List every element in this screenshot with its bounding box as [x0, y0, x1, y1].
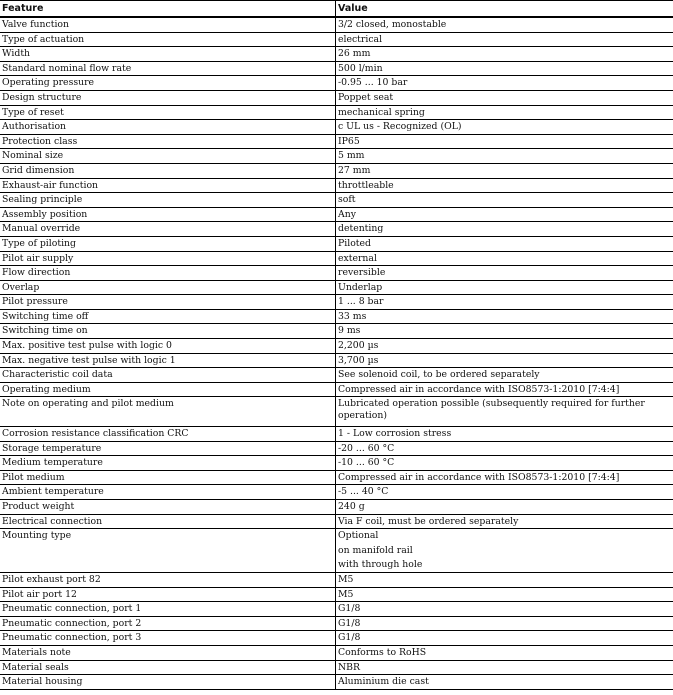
value-cell — [335, 266, 673, 280]
table-row — [0, 222, 673, 237]
value-text: See solenoid coil, to be ordered separately — [338, 369, 540, 381]
value-cell — [335, 149, 673, 163]
feature-cell: Pneumatic connection, port 2 — [2, 617, 142, 629]
value-cell — [335, 295, 673, 309]
value-cell — [335, 631, 673, 645]
value-text: mechanical spring — [338, 106, 425, 118]
feature-cell: Pilot air port 12 — [2, 588, 77, 600]
value-cell — [335, 529, 673, 572]
value-text: 33 ms — [338, 310, 367, 322]
feature-cell: Characteristic coil data — [2, 369, 113, 381]
feature-cell: Note on operating and pilot medium — [2, 398, 174, 410]
table-row — [0, 573, 673, 588]
value-text: 500 l/min — [338, 62, 383, 74]
feature-cell: Material housing — [2, 676, 83, 688]
value-text: Compressed air in accordance with ISO8573-1:2010 [7:4:4] — [338, 471, 620, 483]
value-text: 1 - Low corrosion stress — [338, 428, 452, 440]
table-row — [0, 106, 673, 121]
table-row — [0, 295, 673, 310]
table-row — [0, 646, 673, 661]
table-row — [0, 500, 673, 515]
feature-cell: Material seals — [2, 661, 69, 673]
value-text: Conforms to RoHS — [338, 646, 427, 658]
value-text: detenting — [338, 223, 384, 235]
value-text: -10 ... 60 °C — [338, 457, 395, 469]
value-text: throttleable — [338, 179, 394, 191]
feature-cell: Max. negative test pulse with logic 1 — [2, 354, 176, 366]
table-row — [0, 208, 673, 223]
value-text: 26 mm — [338, 48, 371, 60]
value-text: 9 ms — [338, 325, 361, 337]
value-text: -20 ... 60 °C — [338, 442, 395, 454]
value-cell — [335, 368, 673, 382]
value-text: G1/8 — [338, 603, 361, 615]
feature-cell: Manual override — [2, 223, 81, 235]
table-row — [0, 471, 673, 486]
table-row — [0, 631, 673, 646]
feature-cell: Pneumatic connection, port 1 — [2, 603, 142, 615]
table-row — [0, 76, 673, 91]
feature-cell: Ambient temperature — [2, 486, 104, 498]
table-row — [0, 397, 673, 427]
table-row — [0, 120, 673, 135]
feature-cell: Product weight — [2, 501, 75, 512]
value-text: Lubricated operation possible (subsequently required for further operation) — [338, 398, 645, 422]
table-row — [0, 310, 673, 325]
value-cell — [335, 617, 673, 631]
value-cell — [335, 47, 673, 61]
feature-cell: Protection class — [2, 135, 78, 147]
value-text: reversible — [338, 267, 386, 279]
value-cell — [335, 252, 673, 266]
table-row — [0, 456, 673, 471]
value-cell — [335, 500, 673, 514]
value-cell — [335, 106, 673, 120]
value-line: Optional — [338, 530, 379, 542]
value-cell — [335, 471, 673, 485]
feature-cell: Flow direction — [2, 267, 71, 279]
table-row — [0, 149, 673, 164]
feature-cell: Type of actuation — [2, 33, 85, 45]
value-text: c UL us - Recognized (OL) — [338, 121, 462, 133]
value-cell — [335, 222, 673, 236]
value-text: external — [338, 252, 377, 264]
value-cell — [335, 661, 673, 675]
table-row — [0, 529, 673, 573]
value-cell — [335, 76, 673, 90]
table-row — [0, 237, 673, 252]
value-cell — [335, 354, 673, 368]
feature-cell: Sealing principle — [2, 194, 83, 206]
feature-cell: Medium temperature — [2, 457, 103, 469]
value-text: Poppet seat — [338, 91, 394, 103]
value-cell — [335, 164, 673, 178]
feature-cell: Width — [2, 48, 31, 60]
value-cell — [335, 193, 673, 207]
feature-cell: Assembly position — [2, 208, 88, 220]
value-cell — [335, 383, 673, 397]
value-text: M5 — [338, 573, 354, 585]
table-row — [0, 179, 673, 194]
value-cell — [335, 573, 673, 587]
feature-cell: Max. positive test pulse with logic 0 — [2, 340, 172, 352]
header-feature: Feature — [2, 3, 44, 14]
feature-cell: Materials note — [2, 646, 71, 658]
value-text: G1/8 — [338, 617, 361, 629]
table-row — [0, 383, 673, 398]
value-cell — [335, 179, 673, 193]
table-row — [0, 164, 673, 179]
feature-cell: Switching time on — [2, 325, 88, 337]
value-cell — [335, 208, 673, 222]
value-text: 27 mm — [338, 164, 371, 176]
feature-cell: Authorisation — [2, 121, 67, 133]
value-text: 3/2 closed, monostable — [338, 19, 447, 30]
feature-cell: Type of reset — [2, 106, 64, 118]
table-row — [0, 324, 673, 339]
value-text: 2,200 µs — [338, 340, 379, 352]
header-value: Value — [335, 1, 673, 16]
value-text: Any — [338, 208, 356, 220]
table-row — [0, 617, 673, 632]
value-cell — [335, 515, 673, 529]
value-cell — [335, 397, 673, 426]
feature-cell: Pilot medium — [2, 471, 65, 483]
feature-cell: Pilot pressure — [2, 296, 68, 308]
value-cell — [335, 62, 673, 76]
value-cell — [335, 237, 673, 251]
table-row — [0, 266, 673, 281]
feature-cell: Type of piloting — [2, 237, 76, 249]
feature-cell: Operating pressure — [2, 77, 95, 89]
value-cell — [335, 339, 673, 353]
table-row — [0, 675, 673, 690]
value-text: 1 ... 8 bar — [338, 296, 384, 308]
feature-cell: Grid dimension — [2, 164, 75, 176]
value-text: IP65 — [338, 135, 360, 147]
value-cell — [335, 646, 673, 660]
feature-cell: Operating medium — [2, 383, 91, 395]
value-text: -5 ... 40 °C — [338, 486, 389, 498]
value-text: Aluminium die cast — [338, 676, 429, 688]
feature-cell: Valve function — [2, 19, 70, 30]
value-cell — [335, 135, 673, 149]
table-row — [0, 354, 673, 369]
value-cell — [335, 324, 673, 338]
feature-cell: Pilot exhaust port 82 — [2, 573, 101, 585]
value-cell — [335, 91, 673, 105]
value-text: Compressed air in accordance with ISO8573-1:2010 [7:4:4] — [338, 383, 620, 395]
feature-cell: Exhaust-air function — [2, 179, 99, 191]
table-row — [0, 47, 673, 62]
feature-cell: Nominal size — [2, 150, 64, 162]
value-text: Piloted — [338, 237, 371, 249]
value-text: electrical — [338, 33, 383, 45]
value-text: 5 mm — [338, 150, 365, 162]
table-row — [0, 602, 673, 617]
table-row — [0, 485, 673, 500]
value-line: on manifold rail — [338, 544, 413, 556]
table-row — [0, 33, 673, 48]
table-header — [0, 0, 673, 18]
table-row — [0, 442, 673, 457]
value-line: with through hole — [338, 559, 423, 571]
value-text: Underlap — [338, 281, 383, 293]
table-row — [0, 339, 673, 354]
feature-cell: Pilot air supply — [2, 252, 74, 264]
table-row — [0, 368, 673, 383]
value-text: soft — [338, 194, 356, 206]
table-row — [0, 18, 673, 33]
value-cell — [335, 456, 673, 470]
value-cell — [335, 485, 673, 499]
feature-cell: Standard nominal flow rate — [2, 62, 132, 74]
table-row — [0, 91, 673, 106]
table-body — [0, 18, 673, 690]
table-row — [0, 588, 673, 603]
value-text: -0.95 ... 10 bar — [338, 77, 408, 89]
value-cell — [335, 281, 673, 295]
value-cell — [335, 588, 673, 602]
value-text: 3,700 µs — [338, 354, 379, 366]
value-cell — [335, 442, 673, 456]
table-row — [0, 62, 673, 77]
feature-cell: Electrical connection — [2, 515, 103, 527]
value-text: G1/8 — [338, 632, 361, 644]
value-cell — [335, 18, 673, 32]
value-cell — [335, 675, 673, 689]
table-row — [0, 135, 673, 150]
table-row — [0, 193, 673, 208]
value-text: Via F coil, must be ordered separately — [338, 515, 519, 527]
value-cell — [335, 427, 673, 441]
table-row — [0, 427, 673, 442]
value-text: M5 — [338, 588, 354, 600]
value-text: NBR — [338, 661, 360, 673]
value-cell — [335, 310, 673, 324]
feature-cell: Overlap — [2, 281, 40, 293]
feature-cell: Switching time off — [2, 310, 89, 322]
feature-cell: Corrosion resistance classification CRC — [2, 428, 189, 440]
feature-cell: Mounting type — [2, 530, 72, 542]
value-cell — [335, 602, 673, 616]
value-cell — [335, 120, 673, 134]
table-row — [0, 661, 673, 676]
feature-cell: Design structure — [2, 91, 82, 103]
feature-cell: Storage temperature — [2, 442, 102, 454]
table-row — [0, 515, 673, 530]
table-row — [0, 281, 673, 296]
table-row — [0, 252, 673, 267]
value-cell — [335, 33, 673, 47]
feature-cell: Pneumatic connection, port 3 — [2, 632, 142, 644]
value-text: 240 g — [338, 501, 365, 512]
